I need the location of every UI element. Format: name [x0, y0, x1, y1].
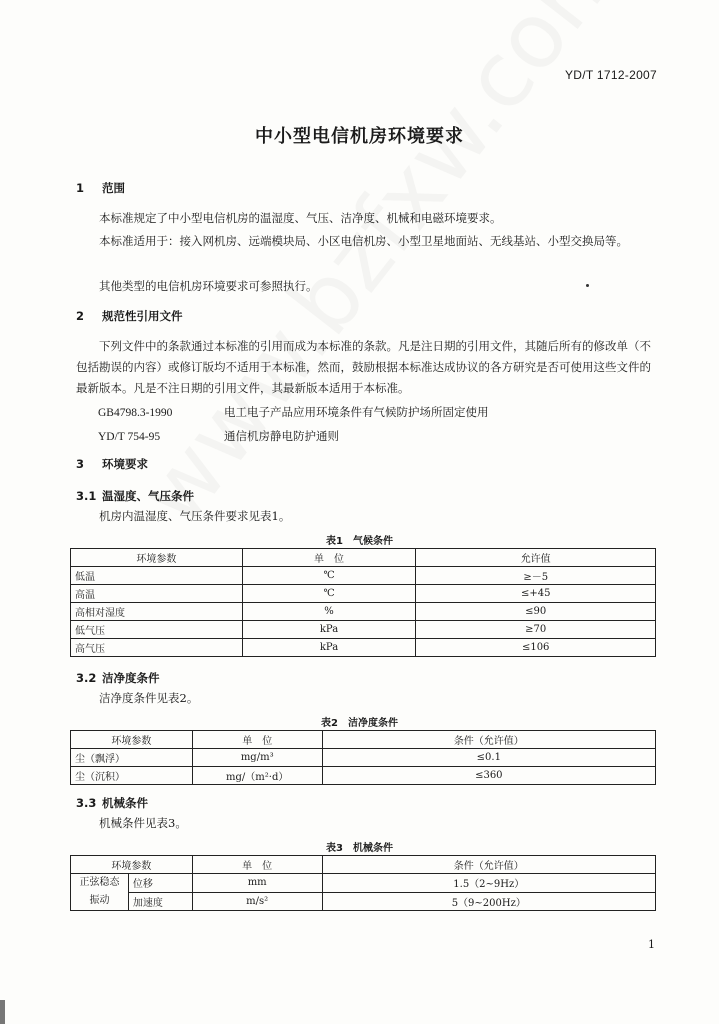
value-cell: ≥70 [416, 621, 656, 639]
unit-cell: mg/m³ [192, 749, 322, 767]
unit-cell: ℃ [242, 567, 416, 585]
parameter-cell: 尘（飘浮） [71, 749, 193, 767]
column-header: 环境参数 [71, 856, 193, 874]
section-3-3-para: 机械条件见表3。 [99, 816, 187, 830]
table-row [71, 749, 656, 767]
section-3-heading [76, 456, 148, 472]
table-row [71, 874, 656, 893]
section-2-para-1: 下列文件中的条款通过本标准的引用而成为本标准的条款。凡是注日期的引用文件，其随后所有的修改单（不包括勘误的内容）或修订版均不适用于本标准，然而，鼓励根据本标准达成协议的各方研究是否可使用这些文件的最新版本。凡是不注日期的引用文件，其最新版本适用于本标准。 [76, 339, 651, 395]
section-1-para-3: 其他类型的电信机房环境要求可参照执行。 [99, 279, 318, 293]
value-cell: 1.5（2~9Hz） [322, 874, 655, 893]
section-title: 机械条件 [102, 796, 148, 810]
value-cell: ≥－5 [416, 567, 656, 585]
value-cell: ≤360 [322, 767, 655, 785]
parameter-cell: 高气压 [71, 639, 243, 657]
reference-title: 通信机房静电防护通则 [224, 429, 339, 443]
scan-edge [0, 1000, 5, 1024]
table-header-row [71, 731, 656, 749]
section-title: 环境要求 [102, 457, 148, 471]
unit-cell: m/s² [192, 892, 322, 911]
normative-reference [98, 428, 339, 444]
section-3-2-heading [76, 670, 160, 686]
section-number: 3.1 [76, 489, 97, 503]
section-3-1-para: 机房内温湿度、气压条件要求见表1。 [99, 509, 291, 523]
value-cell: ≤106 [416, 639, 656, 657]
section-3-3-heading [76, 795, 148, 811]
section-number: 2 [76, 309, 85, 323]
column-header: 单 位 [242, 549, 416, 567]
section-title: 范围 [102, 181, 125, 195]
column-header: 条件（允许值） [322, 856, 655, 874]
unit-cell: kPa [242, 621, 416, 639]
table-2-caption: 表2 洁净度条件 [321, 718, 398, 729]
parameter-cell: 低温 [71, 567, 243, 585]
table-1-climate [70, 548, 656, 657]
table-row [71, 621, 656, 639]
reference-title: 电工电子产品应用环境条件有气候防护场所固定使用 [224, 405, 489, 419]
section-title: 规范性引用文件 [102, 309, 183, 323]
value-cell: 5（9~200Hz） [322, 892, 655, 911]
section-number: 3.2 [76, 671, 97, 685]
value-cell: ≤+45 [416, 585, 656, 603]
unit-cell: ℃ [242, 585, 416, 603]
column-header: 单 位 [192, 731, 322, 749]
value-cell: ≤90 [416, 603, 656, 621]
table-row [71, 567, 656, 585]
table-1-caption: 表1 气候条件 [326, 536, 393, 547]
unit-cell: % [242, 603, 416, 621]
table-3-mechanical [70, 855, 656, 911]
unit-cell: kPa [242, 639, 416, 657]
section-number: 3.3 [76, 796, 97, 810]
table-row [71, 767, 656, 785]
table-header-row [71, 549, 656, 567]
standard-code: YD/T 1712-2007 [564, 68, 657, 82]
value-cell: ≤0.1 [322, 749, 655, 767]
column-header: 允许值 [416, 549, 656, 567]
parameter-cell: 高相对湿度 [71, 603, 243, 621]
table-row [71, 603, 656, 621]
table-row [71, 585, 656, 603]
section-2-heading [76, 308, 183, 324]
parameter-cell: 低气压 [71, 621, 243, 639]
group-cell: 正弦稳态振动 [71, 874, 129, 911]
table-row [71, 639, 656, 657]
reference-code: YD/T 754-95 [98, 431, 161, 443]
parameter-cell: 尘（沉积） [71, 767, 193, 785]
parameter-cell: 加速度 [128, 892, 192, 911]
scan-speck [586, 284, 589, 287]
normative-reference [98, 404, 489, 420]
column-header: 环境参数 [71, 549, 243, 567]
section-title: 洁净度条件 [102, 671, 160, 685]
column-header: 条件（允许值） [322, 731, 655, 749]
section-title: 温湿度、气压条件 [102, 489, 194, 503]
reference-code: GB4798.3-1990 [98, 407, 173, 419]
page-number: 1 [648, 938, 655, 951]
section-number: 1 [76, 181, 85, 195]
unit-cell: mm [192, 874, 322, 893]
table-2-cleanliness [70, 730, 656, 785]
parameter-cell: 位移 [128, 874, 192, 893]
section-3-1-heading [76, 488, 194, 504]
section-number: 3 [76, 457, 85, 471]
parameter-cell: 高温 [71, 585, 243, 603]
table-header-row [71, 856, 656, 874]
unit-cell: mg/（m²·d） [192, 767, 322, 785]
section-3-2-para: 洁净度条件见表2。 [99, 691, 199, 705]
table-row [71, 892, 656, 911]
column-header: 单 位 [192, 856, 322, 874]
section-1-para-2: 本标准适用于：接入网机房、远端模块局、小区电信机房、小型卫星地面站、无线基站、小型交换局等。 [99, 234, 628, 248]
column-header: 环境参数 [71, 731, 193, 749]
document-title: 中小型电信机房环境要求 [255, 126, 464, 147]
section-1-para-1: 本标准规定了中小型电信机房的温湿度、气压、洁净度、机械和电磁环境要求。 [99, 211, 502, 225]
table-3-caption: 表3 机械条件 [326, 843, 393, 854]
section-1-heading [76, 180, 125, 196]
